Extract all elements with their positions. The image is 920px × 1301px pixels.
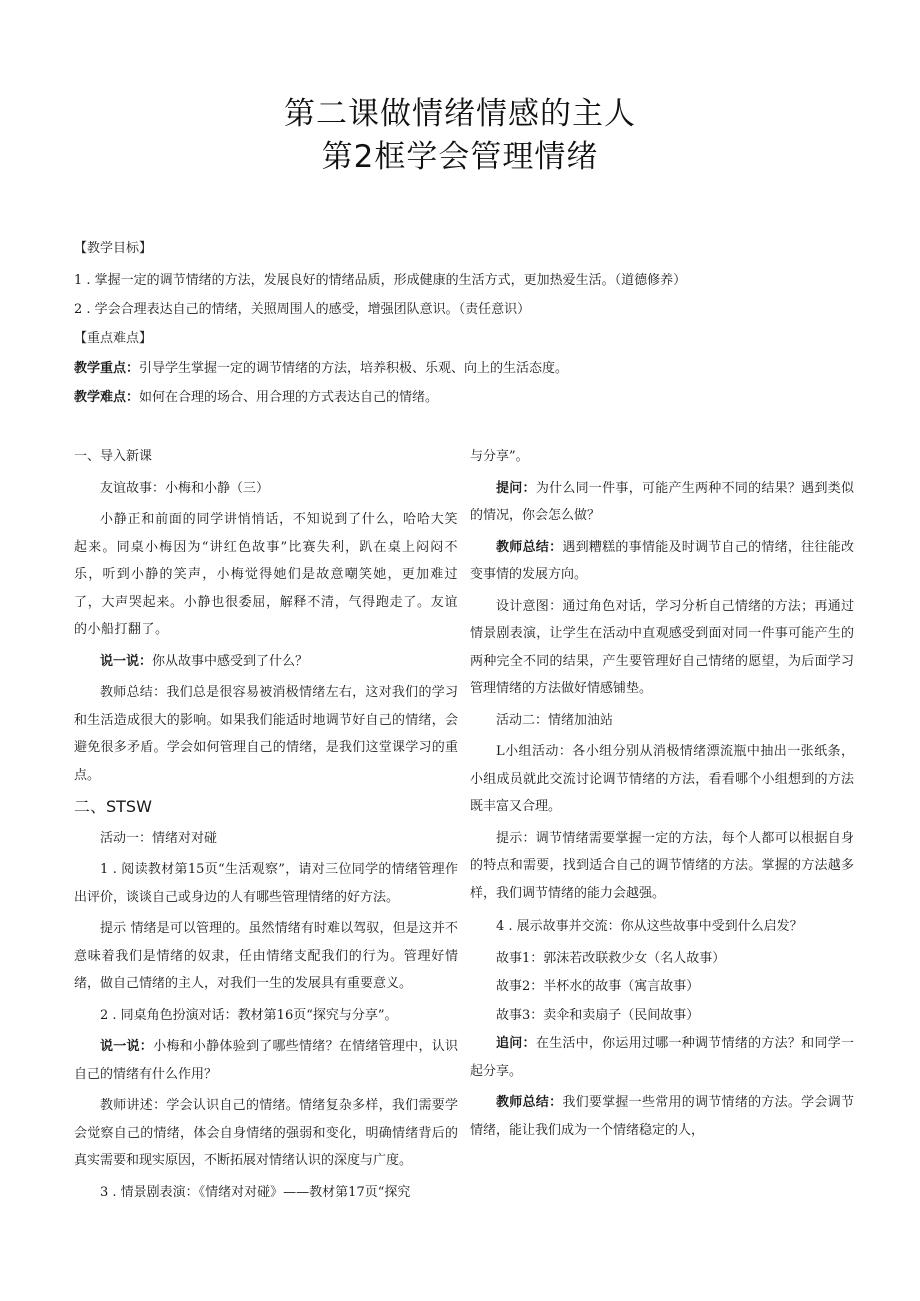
story-list-item: 故事3：卖伞和卖扇子（民间故事） (496, 1007, 700, 1023)
section-heading-intro: 一、导入新课 (74, 449, 153, 464)
task-item-3: 3 . 情景剧表演：《情绪对对碰》——教材第17页“探究 (100, 1184, 411, 1200)
objectives-heading: 【教学目标】 (74, 241, 153, 256)
teacher-summary-3 (470, 1089, 854, 1144)
teacher-summary-2 (470, 534, 854, 589)
task-item-4: 4 . 展示故事并交流：你从这些故事中受到什么启发？ (496, 919, 803, 934)
keypoints-list (74, 358, 854, 408)
tip-2: 提示：调节情绪需要掌握一定的方法，每个人都可以根据自身的特点和需要，找到适合自己的调节情绪的方法。掌握的方法越多样，我们调节情绪的能力会越强。 (470, 830, 854, 901)
focus-label: 教学重点： (74, 361, 140, 376)
teacher-talk: 教师讲述：学会认识自己的情绪。情绪复杂多样，我们需要学会觉察自己的情绪，体会自身情绪的强弱和变化，明确情绪背后的真实需要和现实原因，不断拓展对情绪认识的深度与广度。 (74, 1098, 458, 1168)
follow-up-label: 追问： (496, 1036, 536, 1051)
story-title: 友谊故事：小梅和小静（三） (100, 480, 270, 496)
focus-text: 引导学生掌握一定的调节情绪的方法，培养积极、乐观、向上的生活态度。 (139, 361, 569, 376)
summary-text: 遇到糟糕的事情能及时调节自己的情绪，往往能改变事情的发展方向。 (470, 539, 854, 582)
section-heading-stsw: 二、STSW (74, 797, 152, 816)
activity-1-title: 活动一：情绪对对碰 (100, 830, 218, 846)
difficulty-line (74, 387, 854, 408)
story-list-item: 故事1：郭沫若改联救少女（名人故事） (496, 950, 726, 966)
question-text: 为什么同一件事，可能产生两种不同的结果？遇到类似的情况，你会怎么做？ (470, 480, 854, 523)
objectives-list (74, 270, 854, 320)
story-list-item: 故事2：半杯水的故事（寓言故事） (496, 979, 700, 994)
objectives-block (74, 238, 854, 259)
design-intent: 设计意图：通过角色对话，学习分析自己情绪的方法；再通过情景剧表演，让学生在活动中直观感受到面对同一件事可能产生的两种完全不同的结果，产生要管理好自己情绪的愿望，为后面学习管理情绪的方法做好情感铺垫。 (470, 598, 854, 696)
difficulty-label: 教学难点： (74, 390, 140, 405)
say-prompt-1 (74, 648, 458, 676)
summary-label: 教师总结： (496, 1095, 563, 1110)
keypoints-block (74, 328, 854, 349)
difficulty-text: 如何在合理的场合、用合理的方式表达自己的情绪。 (139, 390, 439, 405)
section-title: 第2框学会管理情绪 (321, 139, 599, 175)
teacher-summary-1: 教师总结：我们总是很容易被消极情绪左右，这对我们的学习和生活造成很大的影响。如果我们能适时地调节好自己的情绪，会避免很多矛盾。学会如何管理自己的情绪，是我们这堂课学习的重点。 (74, 685, 458, 783)
say-text: 你从故事中感受到了什么？ (152, 653, 309, 669)
objective-item: 2 . 学会合理表达自己的情绪，关照周围人的感受，增强团队意识。（责任意识） (74, 302, 531, 317)
lesson-title: 第二课做情绪情感的主人 (284, 96, 636, 132)
say-text: 小梅和小静体验到了哪些情绪？在情绪管理中，认识自己的情绪有什么作用？ (74, 1039, 458, 1082)
question-prompt (470, 475, 854, 530)
right-column (470, 443, 854, 1148)
left-column (74, 443, 458, 1210)
question-label: 提问： (496, 480, 536, 496)
summary-label: 教师总结： (496, 539, 563, 555)
task-item-2: 2 . 同桌角色扮演对话：教材第16页“探究与分享”。 (100, 1007, 398, 1023)
continued-text: 与分享”。 (470, 449, 529, 464)
follow-up-text: 在生活中，你运用过哪一种调节情绪的方法？和同学一起分享。 (470, 1036, 854, 1079)
story-text: 小静正和前面的同学讲悄悄话，不知说到了什么，哈哈大笑起来。同桌小梅因为“讲红色故事”比赛失利，趴在桌上闷闷不乐，听到小静的笑声，小梅觉得她们是故意嘲笑她，更加难过了，大声哭起来。小静也很委屈，解释不清，气得跑走了。友谊的小船打翻了。 (74, 512, 458, 637)
activity-2-title: 活动二：情绪加油站 (496, 712, 614, 728)
group-activity: L小组活动：各小组分别从消极情绪漂流瓶中抽出一张纸条，小组成员就此交流讨论调节情绪的方法，看看哪个小组想到的方法既丰富又合理。 (470, 744, 854, 814)
say-label: 说一说： (100, 1039, 154, 1054)
objective-item: 1 . 掌握一定的调节情绪的方法，发展良好的情绪品质，形成健康的生活方式，更加热爱生活。（道德修养） (74, 273, 687, 288)
tip-1: 提示 情绪是可以管理的。虽然情绪有时难以驾驭，但是这并不意味着我们是情绪的奴隶，任由情绪支配我们的行为。管理好情绪，做自己情绪的主人，对我们一生的发展具有重要意义。 (74, 921, 458, 991)
focus-line (74, 358, 854, 379)
follow-up-question (470, 1030, 854, 1085)
keypoints-heading: 【重点难点】 (74, 331, 153, 346)
summary-text: 我们要掌握一些常用的调节情绪的方法。学会调节情绪，能让我们成为一个情绪稳定的人， (470, 1095, 854, 1138)
say-label: 说一说： (100, 653, 153, 669)
say-prompt-2 (74, 1033, 458, 1088)
task-item-1: 1 . 阅读教材第15页“生活观察”，请对三位同学的情绪管理作出评价，谈谈自己或身边的人有哪些管理情绪的好方法。 (74, 862, 458, 905)
